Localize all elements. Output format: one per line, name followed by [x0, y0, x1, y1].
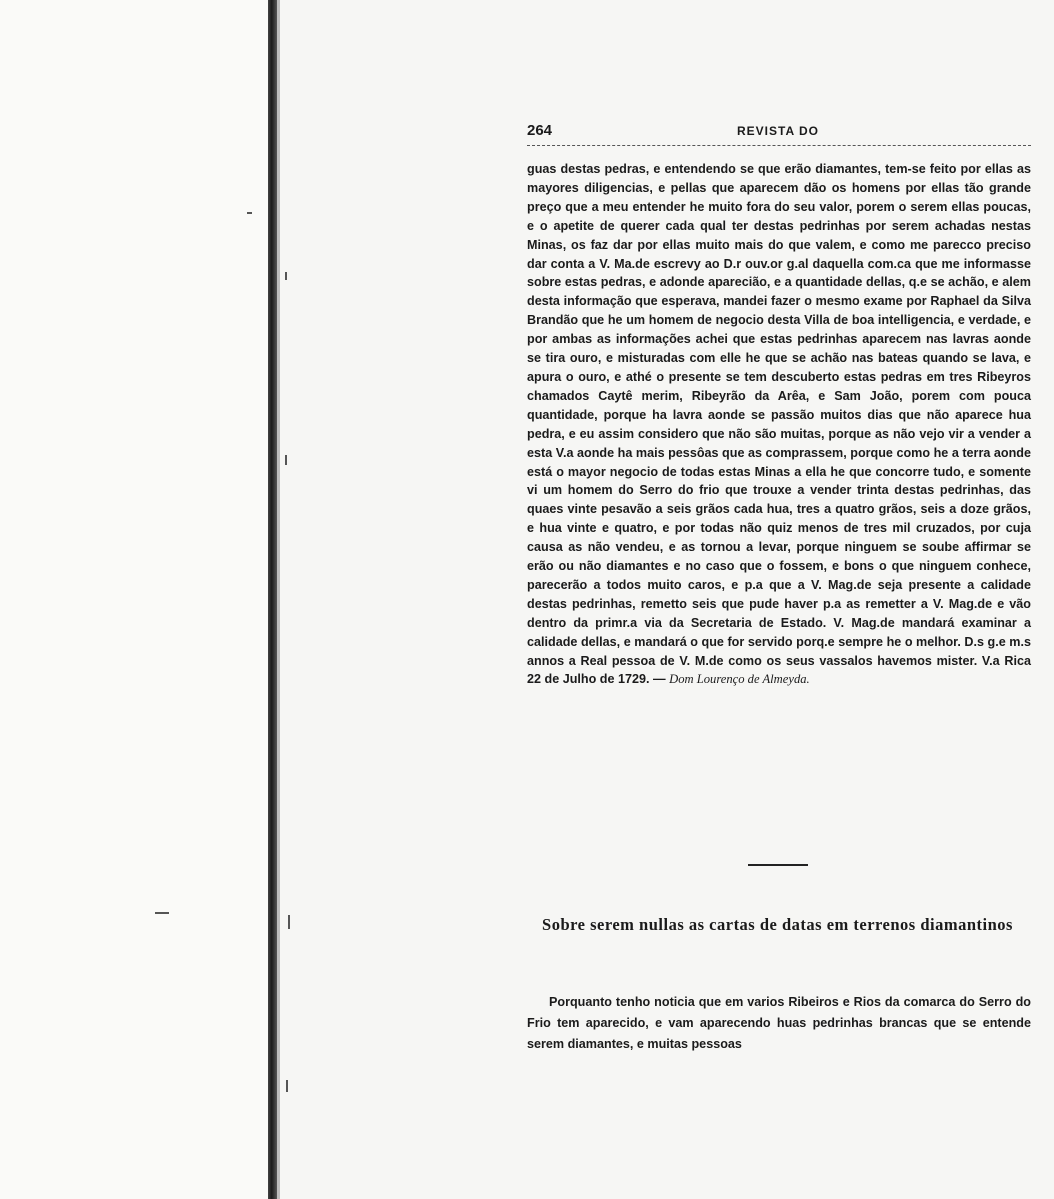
- letter-body: [527, 160, 1031, 689]
- page-header: [527, 122, 1031, 142]
- book-spine: [268, 0, 277, 1199]
- page-number: 264: [527, 122, 553, 139]
- letter-signature: Dom Lourenço de Almeyda.: [669, 672, 810, 687]
- scan-speck: [155, 912, 169, 914]
- letter-paragraph: guas destas pedras, e entendendo se que erão diamantes, tem-se feito por ellas as mayores diligencias, e pellas que aparecem dão os homens por ellas tão grande preço que a meu entender he muito fora do seu valor, porem o serem ellas poucas, e o apetite de querer cada qual ter destas pedrinhas por serem achadas nestas Minas, os faz dar por ellas muito mais do que valem, e como me parecco preciso dar conta a V. Ma.de escrevy ao D.r ouv.or g.al daquella com.ca que me informasse sobre estas pedras, e adonde aparecião, e a quantidade dellas, q.e se achão, e alem desta informação que esperava, mandei fazer o mesmo exame por Raphael da Silva Brandão que he um homem de negocio desta Villa de boa intelligencia, e verdade, e por ambas as informações achei que estas pedrinhas aparecem nas lavras aonde se tira ouro, e misturadas com elle he que se achão nas bateas quando se lava, e apura o ouro, e athé o presente se tem descuberto estas pedras em tres Ribeyros chamados Caytê merim, Ribeyrão da Arêa, e Sam João, porem com pouca quantidade, porque ha lavra aonde se passão muitos dias que não aparece hua pedra, e eu assim considero que não são muitas, porque as não vejo vir a vender a esta V.a aonde ha mais pessôas que as comprassem, porque como he a terra aonde está o mayor negocio de todas estas Minas a ella he que concorre tudo, e somente vi um homem do Serro do frio que trouxe a vender trinta destas pedrinhas, das quaes vinte pesavão a seis grãos cada hua, tres a quatro grãos, seis a doze grãos, e hua vinte e quatro, e por todas não quiz menos de tres mil cruzados, por cuja causa as não vendeu, e as tornou a levar, porque ninguem se soube affirmar se erão ou não diamantes e no caso que o fossem, e bons o que ninguem conhece, parecerão a todos muito caros, e p.a que a V. Mag.de seja presente a calidade destas pedrinhas, remetto seis que pude haver p.a as remetter a V. Mag.de e vão dentro da primr.a via da Secretaria de Estado. V. Mag.de mandará examinar a calidade dellas, e mandará o que for servido porq.e sempre he o melhor. D.s g.e m.s annos a Real pessoa de V. M.de como os seus vassalos havemos mister. V.a Rica 22 de Julho de 1729. —: [527, 162, 1031, 687]
- running-head: REVISTA DO: [737, 124, 820, 138]
- header-rule: [527, 145, 1031, 146]
- scan-speck: [285, 455, 287, 465]
- facing-page-margin: [0, 0, 270, 1199]
- scan-speck: [286, 1080, 288, 1092]
- scan-speck: [247, 212, 252, 214]
- section-divider: [748, 864, 808, 866]
- scan-speck: [285, 272, 287, 280]
- scan-speck: [288, 915, 290, 929]
- section-paragraph: Porquanto tenho noticia que em varios Ribeiros e Rios da comarca do Serro do Frio tem aparecido, e vam aparecendo huas pedrinhas brancas que se entende serem diamantes, e muitas pessoas: [527, 995, 1031, 1051]
- spine-edge: [277, 0, 280, 1199]
- section-title: Sobre serem nullas as cartas de datas em terrenos diamantinos: [542, 915, 1013, 934]
